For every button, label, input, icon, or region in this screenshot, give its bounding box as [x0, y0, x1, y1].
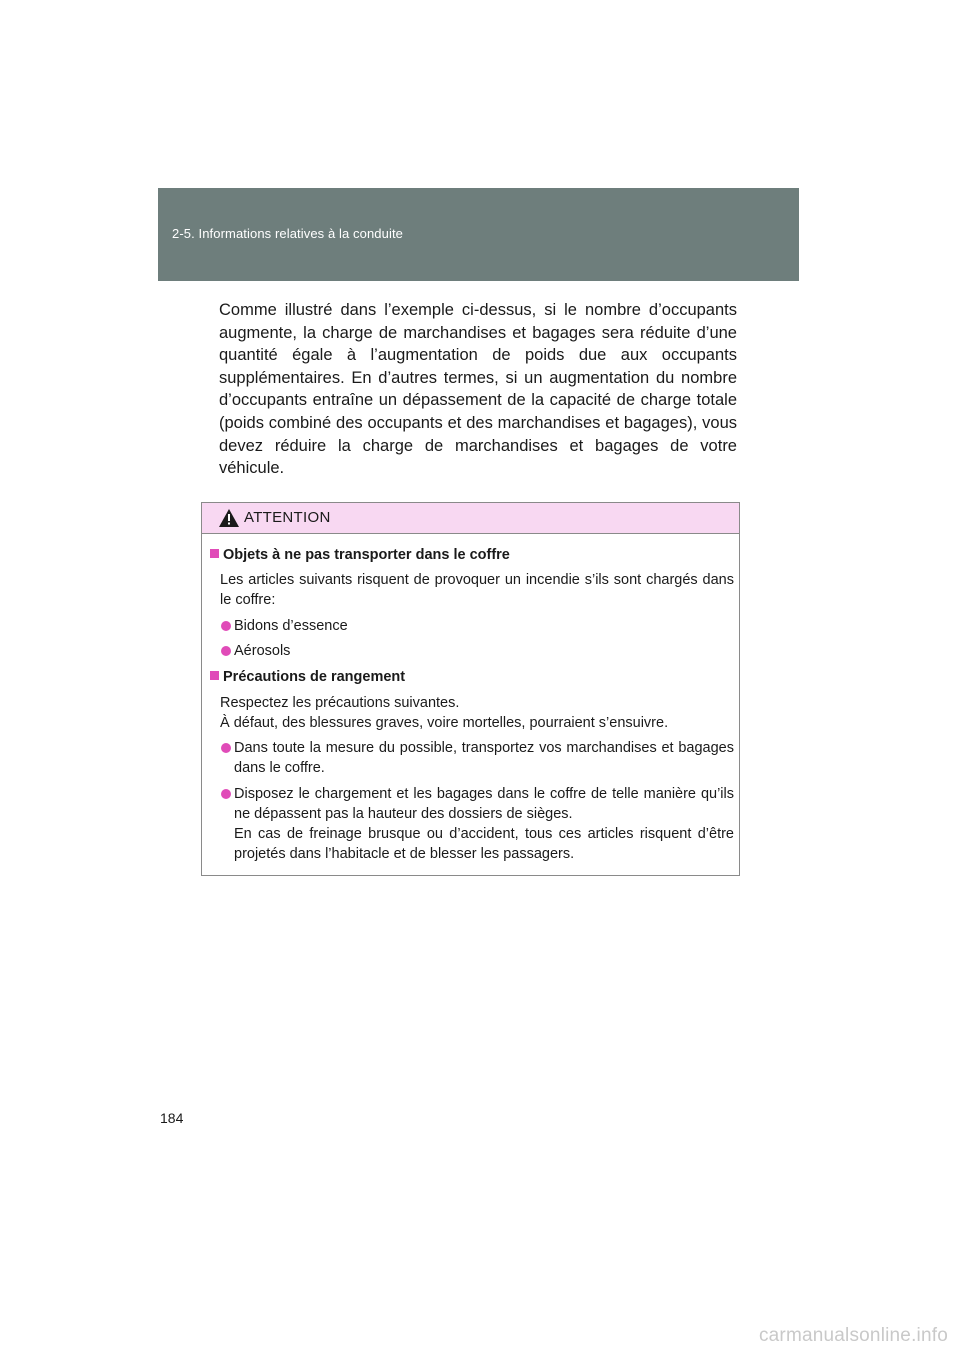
warning-bullet: Aérosols [220, 641, 734, 661]
warning-bullet: Dans toute la mesure du possible, transportez vos marchandises et bagages dans le coffre. [220, 738, 734, 778]
circle-bullet-icon [221, 646, 231, 656]
warning-triangle-icon [219, 509, 239, 527]
warning-section-title: Précautions de rangement [210, 667, 405, 687]
circle-bullet-icon [221, 743, 231, 753]
warning-paragraph: Respectez les précautions suivantes. [220, 695, 460, 711]
warning-bullet: Bidons d’essence [220, 616, 734, 636]
warning-paragraph: Les articles suivants risquent de provoquer un incendie s’ils sont chargés dans le coffre: [220, 572, 734, 608]
section-title: 2-5. Informations relatives à la conduite [172, 226, 403, 241]
section-header-band [158, 188, 799, 281]
square-bullet-icon [210, 671, 219, 680]
intro-paragraph: Comme illustré dans l’exemple ci-dessus, si le nombre d’occupants augmente, la charge de marchandises et bagages sera réduite d’une quantité égale à l’augmentation de poids due aux occupants supplémentaires. En d’autres termes, si un augmentation du nombre d’occupants entraîne un dépassement de la capacité de charge totale (poids combiné des occupants et des marchandises et bagages), vous devez réduire la charge de marchandises et bagages de votre véhicule. [219, 301, 737, 478]
circle-bullet-icon [221, 789, 231, 799]
square-bullet-icon [210, 549, 219, 558]
watermark: carmanualsonline.info [758, 1325, 948, 1346]
warning-body [202, 534, 739, 875]
warning-bullet: Disposez le chargement et les bagages dans le coffre de telle manière qu’ils ne dépassent pas la hauteur des dossiers de sièges. En cas de freinage brusque ou d’accident, tous ces articles risquent d’être projetés dans l’habitacle et de blesser les passagers. [220, 784, 734, 864]
warning-box [201, 502, 740, 876]
circle-bullet-icon [221, 621, 231, 631]
page-number: 184 [160, 1110, 184, 1126]
warning-paragraph: À défaut, des blessures graves, voire mortelles, pourraient s’ensuivre. [220, 715, 669, 731]
warning-header [202, 503, 739, 534]
warning-label: ATTENTION [244, 509, 331, 526]
warning-section-title: Objets à ne pas transporter dans le coffre [210, 545, 510, 565]
